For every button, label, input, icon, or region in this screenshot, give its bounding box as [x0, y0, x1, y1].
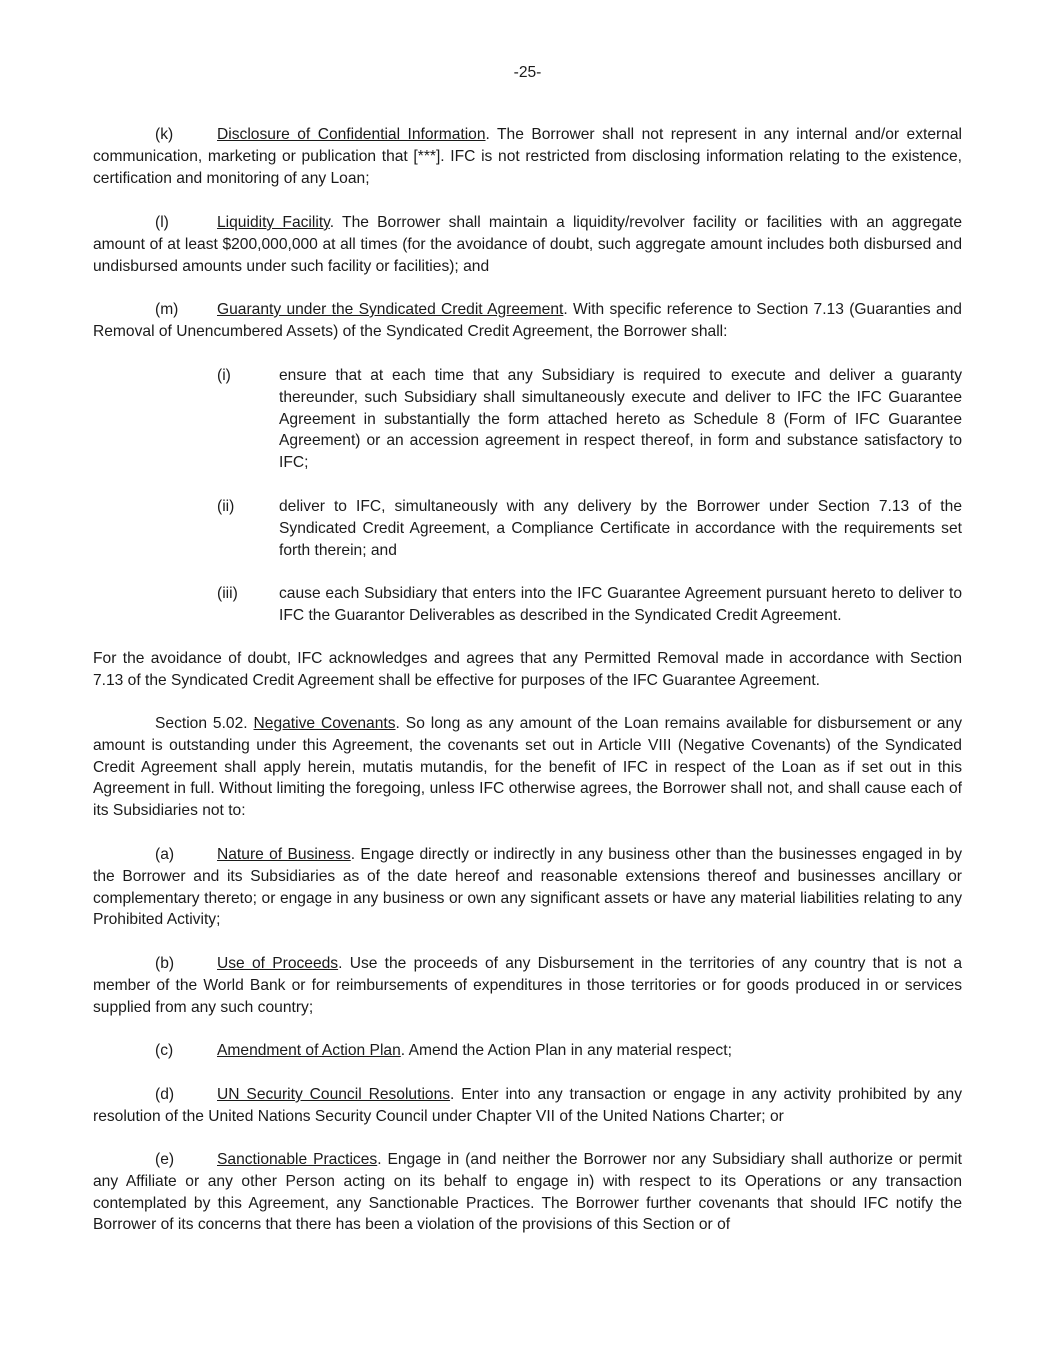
paragraph-heading: Amendment of Action Plan — [217, 1042, 401, 1059]
paragraph-text: . Enter into any transaction or engage in any activity prohibited by any resolution of the United Nations Security Council under Chapter VII of the United Nations Charter; or — [93, 1086, 962, 1125]
page-number: -25- — [513, 64, 542, 81]
paragraph-label: (m) — [155, 301, 179, 318]
subparagraph-label: (ii) — [217, 498, 235, 515]
subparagraph-i — [217, 365, 962, 474]
paragraph-heading: Sanctionable Practices — [217, 1151, 378, 1168]
paragraph-e — [93, 1149, 962, 1236]
paragraph-text: . The Borrower shall not represent in any internal and/or external communication, marketing or publication that [***]. IFC is not restricted from disclosing information relating to the existence, certification and monitoring of any Loan; — [93, 126, 963, 187]
paragraph-text: . The Borrower shall maintain a liquidity/revolver facility or facilities with an aggregate amount of at least $200,000,000 at all times (for the avoidance of doubt, such aggregate amount includes both disbursed and undisbursed amounts under such facility or facilities); and — [93, 214, 962, 275]
paragraph-k — [93, 124, 962, 189]
section-5-02 — [93, 713, 962, 822]
avoidance-paragraph: For the avoidance of doubt, IFC acknowledges and agrees that any Permitted Removal made in accordance with Section 7.13 of the Syndicated Credit Agreement shall be effective for purposes of the IFC Guarantee Agreement. — [93, 650, 962, 689]
section-text: . So long as any amount of the Loan remains available for disbursement or any amount is outstanding under this Agreement, the covenants set out in Article VIII (Negative Covenants) of the Syndicated Credit Agreement shall apply herein, mutatis mutandis, for the benefit of IFC in respect of the Loan as if set out in this Agreement in full. Without limiting the foregoing, unless IFC otherwise agrees, the Borrower shall not, and shall cause each of its Subsidiaries not to: — [93, 715, 962, 820]
section-heading: Negative Covenants — [253, 715, 396, 732]
subparagraph-text: deliver to IFC, simultaneously with any delivery by the Borrower under Section 7.13 of the Syndicated Credit Agreement, a Compliance Certificate in accordance with the requirements set forth therein; and — [279, 498, 962, 559]
paragraph-label: (k) — [155, 126, 174, 143]
paragraph-b — [93, 953, 962, 1018]
paragraph-text: . Amend the Action Plan in any material respect; — [400, 1042, 732, 1059]
paragraph-m — [93, 299, 962, 343]
subparagraph-label: (i) — [217, 367, 231, 384]
paragraph-text: . Engage directly or indirectly in any business other than the businesses engaged in by the Borrower and its Subsidiaries as of the date hereof and reasonable extensions thereof and businesses ancillary or complementary thereto; or engage in any business or own any significant assets or have any material liabilities relating to any Prohibited Activity; — [93, 846, 962, 929]
paragraph-heading: Disclosure of Confidential Information — [217, 126, 486, 143]
paragraph-heading: Use of Proceeds — [217, 955, 339, 972]
paragraph-label: (c) — [155, 1042, 174, 1059]
section-label: Section 5.02. — [155, 715, 248, 732]
subparagraph-label: (iii) — [217, 585, 238, 602]
paragraph-label: (b) — [155, 955, 175, 972]
paragraph-heading: Nature of Business — [217, 846, 351, 863]
paragraph-heading: Liquidity Facility — [217, 214, 330, 231]
paragraph-c — [93, 1040, 962, 1062]
paragraph-heading: UN Security Council Resolutions — [217, 1086, 451, 1103]
paragraph-l — [93, 212, 962, 277]
paragraph-label: (d) — [155, 1086, 175, 1103]
paragraph-text: . Engage in (and neither the Borrower nor any Subsidiary shall authorize or permit any Affiliate or any other Person acting on its behalf to engage in) with respect to its Operations or any transaction contemplated by this Agreement, any Sanctionable Practices. The Borrower further covenants that should IFC notify the Borrower of its concerns that there has been a violation of the provisions of this Section or of — [93, 1151, 962, 1234]
paragraph-heading: Guaranty under the Syndicated Credit Agreement — [217, 301, 564, 318]
paragraph-d — [93, 1084, 962, 1128]
subparagraph-ii — [217, 496, 962, 561]
subparagraph-iii — [217, 583, 962, 627]
paragraph-a — [93, 844, 962, 931]
paragraph-label: (l) — [155, 214, 169, 231]
paragraph-label: (a) — [155, 846, 175, 863]
subparagraph-text: cause each Subsidiary that enters into the IFC Guarantee Agreement pursuant hereto to deliver to IFC the Guarantor Deliverables as described in the Syndicated Credit Agreement. — [279, 585, 962, 624]
paragraph-text: . With specific reference to Section 7.13 (Guaranties and Removal of Unencumbered Assets) of the Syndicated Credit Agreement, the Borrower shall: — [93, 301, 962, 340]
paragraph-label: (e) — [155, 1151, 175, 1168]
paragraph-text: . Use the proceeds of any Disbursement in the territories of any country that is not a member of the World Bank or for reimbursements of expenditures in those territories or for goods produced in or services supplied from any such country; — [93, 955, 962, 1016]
subparagraph-text: ensure that at each time that any Subsidiary is required to execute and deliver a guaranty thereunder, such Subsidiary shall simultaneously execute and deliver to IFC the IFC Guarantee Agreement in substantially the form attached hereto as Schedule 8 (Form of IFC Guarantee Agreement) or an accession agreement in respect thereof, in form and substance satisfactory to IFC; — [279, 367, 962, 472]
